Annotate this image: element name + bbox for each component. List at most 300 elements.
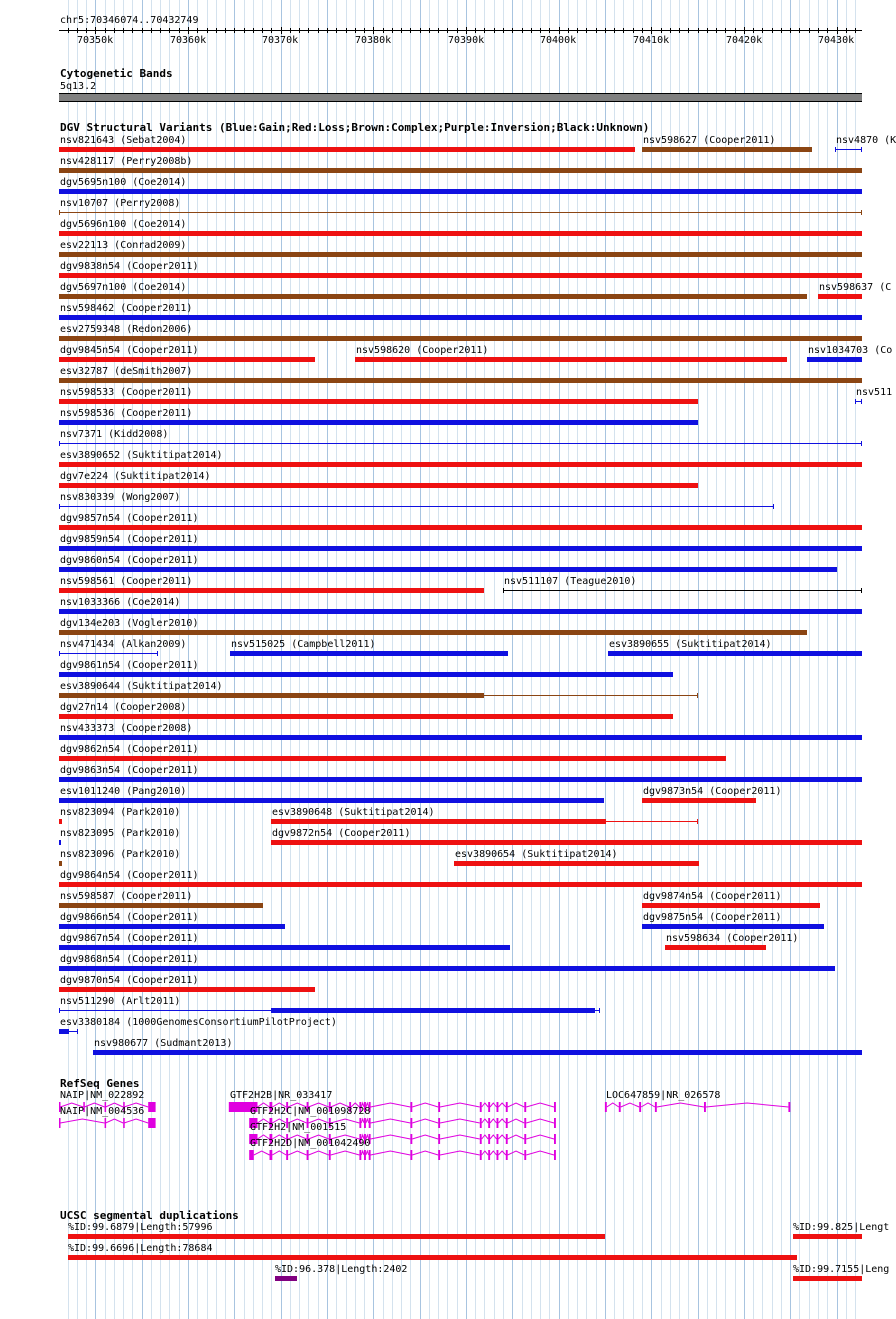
dgv-feature-bar[interactable] (59, 966, 835, 971)
ruler-tick (216, 28, 217, 33)
ruler-tick (781, 28, 782, 33)
dgv-feature-label[interactable]: nsv471434 (Alkan2009) (60, 639, 187, 650)
ruler-label: 70360k (170, 35, 207, 46)
ruler-tick (457, 28, 458, 33)
dgv-feature-bar[interactable] (642, 147, 812, 152)
gene-exon (359, 1118, 361, 1128)
dgv-feature-bar[interactable] (59, 147, 635, 152)
segdup-feature-label[interactable]: %ID:99.6879|Length:57996 (68, 1222, 213, 1233)
dgv-feature-bar[interactable] (59, 882, 862, 887)
ruler-tick (596, 28, 597, 33)
dgv-feature-label[interactable]: dgv9861n54 (Cooper2011) (60, 660, 199, 671)
dgv-feature-cap (697, 819, 698, 824)
ruler-tick (549, 28, 550, 33)
ruler-tick (364, 28, 365, 33)
dgv-feature-bar[interactable] (59, 212, 862, 213)
dgv-feature-bar[interactable] (59, 525, 862, 530)
dgv-feature-cap (861, 147, 862, 152)
dgv-feature-cap (835, 147, 836, 152)
ruler-tick (855, 28, 856, 33)
gene-exon (480, 1150, 482, 1160)
dgv-feature-label[interactable]: nsv10707 (Perry2008) (60, 198, 181, 209)
dgv-feature-label[interactable]: nsv823096 (Park2010) (60, 849, 181, 860)
dgv-feature-label[interactable]: dgv7e224 (Suktitipat2014) (60, 471, 211, 482)
gene-exon (524, 1134, 526, 1144)
dgv-feature-bar[interactable] (59, 861, 62, 866)
segdup-feature-label[interactable]: %ID:99.7155|Leng (793, 1264, 890, 1275)
segdup-feature-label[interactable]: %ID:96.378|Length:2402 (275, 1264, 408, 1275)
dgv-feature-label[interactable]: esv32787 (deSmith2007) (60, 366, 193, 377)
ruler-tick (642, 28, 643, 33)
ruler-tick (651, 27, 652, 34)
ruler-tick (670, 28, 671, 33)
cytoband-track-title[interactable]: Cytogenetic Bands (60, 67, 173, 80)
dgv-feature-bar[interactable] (608, 651, 862, 656)
ruler-tick (568, 28, 569, 33)
refseq-gene-label[interactable]: NAIP|NM_022892 (60, 1090, 145, 1101)
dgv-feature-cap (861, 399, 862, 404)
gene-introns (607, 1103, 789, 1107)
ruler-tick (503, 28, 504, 33)
gene-exon (506, 1150, 508, 1160)
segdup-feature-bar[interactable] (68, 1255, 797, 1260)
ruler-tick (512, 28, 513, 33)
dgv-feature-bar[interactable] (59, 189, 862, 194)
gene-exon (497, 1118, 499, 1128)
dgv-feature-label[interactable]: dgv5696n100 (Coe2014) (60, 219, 187, 230)
segdup-feature-label[interactable]: %ID:99.825|Lengt (793, 1222, 890, 1233)
ruler-tick (244, 28, 245, 33)
dgv-feature-bar[interactable] (59, 945, 510, 950)
gene-exon (704, 1102, 706, 1112)
dgv-feature-label[interactable]: esv3890652 (Suktitipat2014) (60, 450, 223, 461)
gene-exon (480, 1134, 482, 1144)
dgv-feature-bar[interactable] (642, 903, 820, 908)
segdup-feature-bar[interactable] (68, 1234, 605, 1239)
dgv-feature-bar[interactable] (59, 357, 315, 362)
dgv-feature-label[interactable]: nsv7371 (Kidd2008) (60, 429, 169, 440)
ruler-label: 70400k (540, 35, 577, 46)
dgv-feature-label[interactable]: esv3890648 (Suktitipat2014) (272, 807, 435, 818)
ruler-tick (77, 28, 78, 33)
ruler-tick (725, 28, 726, 33)
gene-exon (410, 1150, 412, 1160)
dgv-track-title[interactable]: DGV Structural Variants (Blue:Gain;Red:Loss;Brown:Complex;Purple:Inversion;Black:Unknown) (60, 121, 650, 134)
gene-exon (329, 1150, 331, 1160)
dgv-feature-label[interactable]: nsv823094 (Park2010) (60, 807, 181, 818)
dgv-feature-bar[interactable] (59, 336, 862, 341)
dgv-feature-bar[interactable] (59, 315, 862, 320)
ruler-tick (225, 28, 226, 33)
ruler-tick (410, 28, 411, 33)
ruler-tick (151, 28, 152, 33)
dgv-feature-label[interactable]: dgv9866n54 (Cooper2011) (60, 912, 199, 923)
dgv-feature-bar[interactable] (59, 756, 726, 761)
dgv-feature-bar[interactable] (59, 924, 285, 929)
ruler-tick (68, 28, 69, 33)
dgv-feature-bar[interactable] (835, 149, 862, 150)
ruler-tick (494, 28, 495, 33)
dgv-feature-label[interactable]: dgv9873n54 (Cooper2011) (643, 786, 782, 797)
dgv-feature-bar[interactable] (271, 819, 606, 824)
dgv-feature-cap (59, 441, 60, 446)
dgv-feature-label[interactable]: esv1011240 (Pang2010) (60, 786, 187, 797)
ruler-tick (466, 27, 467, 34)
ruler-tick (253, 28, 254, 33)
ruler-tick (679, 28, 680, 33)
gene-exon (438, 1118, 440, 1128)
ruler-tick (772, 28, 773, 33)
dgv-feature-label[interactable]: nsv830339 (Wong2007) (60, 492, 181, 503)
ruler-tick (383, 28, 384, 33)
gene-exon (359, 1150, 361, 1160)
cytoband-bar[interactable] (59, 93, 862, 102)
ruler-label: 70430k (818, 35, 855, 46)
ruler-tick (299, 28, 300, 33)
dgv-feature-cap (59, 210, 60, 215)
dgv-feature-label[interactable]: nsv598536 (Cooper2011) (60, 408, 193, 419)
ruler-tick (799, 28, 800, 33)
dgv-feature-cap (59, 651, 60, 656)
dgv-feature-cap (59, 1008, 60, 1013)
dgv-feature-bar[interactable] (59, 630, 807, 635)
dgv-feature-cap (599, 1008, 600, 1013)
ruler-tick (522, 28, 523, 33)
dgv-feature-bar[interactable] (59, 506, 774, 507)
ruler-label: 70420k (726, 35, 763, 46)
dgv-feature-label[interactable]: esv3890644 (Suktitipat2014) (60, 681, 223, 692)
dgv-feature-bar[interactable] (59, 546, 862, 551)
dgv-feature-label[interactable]: dgv9862n54 (Cooper2011) (60, 744, 199, 755)
ruler-tick (447, 28, 448, 33)
dgv-feature-label[interactable]: esv3890654 (Suktitipat2014) (455, 849, 618, 860)
dgv-feature-bar[interactable] (271, 840, 862, 845)
ruler-tick (827, 28, 828, 33)
dgv-feature-label[interactable]: dgv9874n54 (Cooper2011) (643, 891, 782, 902)
dgv-feature-label[interactable]: nsv598587 (Cooper2011) (60, 891, 193, 902)
dgv-feature-cap (59, 1029, 60, 1034)
ruler-tick (661, 28, 662, 33)
dgv-feature-label[interactable]: dgv9875n54 (Cooper2011) (643, 912, 782, 923)
dgv-feature-bar[interactable] (59, 903, 263, 908)
dgv-feature-cap (77, 1029, 78, 1034)
ruler-tick (735, 28, 736, 33)
ruler-tick (744, 27, 745, 34)
ruler-tick (290, 28, 291, 33)
gene-exon (364, 1150, 366, 1160)
dgv-feature-bar[interactable] (59, 168, 862, 173)
dgv-feature-bar[interactable] (59, 714, 673, 719)
dgv-feature-label[interactable]: dgv5695n100 (Coe2014) (60, 177, 187, 188)
dgv-feature-label[interactable]: nsv433373 (Cooper2008) (60, 723, 193, 734)
dgv-feature-label[interactable]: nsv511 (856, 387, 893, 398)
gene-exon (506, 1134, 508, 1144)
gene-exon (249, 1150, 254, 1160)
refseq-track-title[interactable]: RefSeq Genes (60, 1077, 140, 1090)
dgv-feature-bar[interactable] (59, 798, 604, 803)
dgv-feature-bar[interactable] (59, 840, 61, 845)
ruler-tick (531, 28, 532, 33)
ruler-tick (95, 27, 96, 34)
ruler-tick (809, 28, 810, 33)
gene-exon (270, 1150, 273, 1160)
gene-exon (438, 1150, 440, 1160)
dgv-feature-label[interactable]: dgv9870n54 (Cooper2011) (60, 975, 199, 986)
ruler-tick (837, 27, 838, 34)
ruler-label: 70410k (633, 35, 670, 46)
dgv-feature-label[interactable]: nsv511107 (Teague2010) (504, 576, 637, 587)
ruler-tick (484, 28, 485, 33)
ruler-tick (716, 28, 717, 33)
refseq-gene-label[interactable]: GTF2H2D|NM_001042490 (250, 1138, 371, 1149)
dgv-feature-bar[interactable] (59, 294, 807, 299)
dgv-feature-label[interactable]: nsv1034703 (Co (808, 345, 893, 356)
cytoband-label: 5q13.2 (60, 81, 97, 92)
refseq-gene-model[interactable] (0, 1148, 890, 1162)
ruler-label: 70380k (355, 35, 392, 46)
dgv-feature-bar[interactable] (59, 588, 484, 593)
gene-exon (619, 1102, 621, 1112)
gene-exon (410, 1118, 412, 1128)
segdup-feature-label[interactable]: %ID:99.6696|Length:78684 (68, 1243, 213, 1254)
dgv-feature-cap (59, 693, 60, 698)
gene-exon (524, 1118, 526, 1128)
dgv-feature-label[interactable]: nsv823095 (Park2010) (60, 828, 181, 839)
ruler-tick (142, 28, 143, 33)
dgv-feature-cap (271, 819, 272, 824)
dgv-feature-bar[interactable] (503, 590, 862, 591)
ruler-tick (790, 28, 791, 33)
gene-exon (639, 1102, 641, 1112)
dgv-feature-label[interactable]: nsv598627 (Cooper2011) (643, 135, 776, 146)
gene-exon (497, 1134, 499, 1144)
dgv-feature-cap (861, 441, 862, 446)
dgv-feature-bar[interactable] (59, 399, 698, 404)
dgv-feature-label[interactable]: nsv598533 (Cooper2011) (60, 387, 193, 398)
gene-introns (254, 1151, 554, 1155)
ruler-tick (105, 28, 106, 33)
ruler-tick (234, 28, 235, 33)
ruler-tick (633, 28, 634, 33)
gene-exon (506, 1118, 508, 1128)
gene-exon (605, 1102, 607, 1112)
segdup-track-title[interactable]: UCSC segmental duplications (60, 1209, 239, 1222)
ruler-tick (308, 28, 309, 33)
ruler-tick (336, 28, 337, 33)
dgv-feature-bar[interactable] (59, 252, 862, 257)
dgv-feature-bar[interactable] (59, 483, 698, 488)
ruler-tick (438, 28, 439, 33)
ruler-tick (169, 28, 170, 33)
refseq-gene-model[interactable] (0, 1116, 890, 1130)
dgv-feature-cap (59, 504, 60, 509)
ruler-tick (123, 28, 124, 33)
dgv-feature-cap (861, 588, 862, 593)
ruler-tick (132, 28, 133, 33)
dgv-feature-bar[interactable] (59, 777, 862, 782)
dgv-feature-bar[interactable] (59, 609, 862, 614)
segdup-feature-bar[interactable] (275, 1276, 297, 1281)
dgv-feature-bar[interactable] (59, 672, 673, 677)
dgv-feature-label[interactable]: nsv598634 (Cooper2011) (666, 933, 799, 944)
refseq-gene-model[interactable] (0, 1132, 890, 1146)
dgv-feature-bar[interactable] (642, 798, 756, 803)
dgv-feature-cap (697, 693, 698, 698)
dgv-feature-bar[interactable] (59, 987, 315, 992)
dgv-feature-cap (773, 504, 774, 509)
dgv-feature-label[interactable]: nsv515025 (Campbell2011) (231, 639, 376, 650)
ruler-tick (559, 27, 560, 34)
refseq-gene-label[interactable]: GTF2H2C|NM_001098728 (250, 1106, 371, 1117)
dgv-feature-label[interactable]: esv3890655 (Suktitipat2014) (609, 639, 772, 650)
ruler-tick (114, 28, 115, 33)
dgv-feature-label[interactable]: dgv27n14 (Cooper2008) (60, 702, 187, 713)
gene-exon (364, 1118, 366, 1128)
ruler-tick (355, 28, 356, 33)
dgv-feature-label[interactable]: dgv5697n100 (Coe2014) (60, 282, 187, 293)
ruler-tick (540, 28, 541, 33)
dgv-feature-bar[interactable] (59, 462, 862, 467)
refseq-gene-label[interactable]: LOC647859|NR_026578 (606, 1090, 721, 1101)
dgv-feature-bar[interactable] (818, 294, 862, 299)
gene-exon (410, 1134, 412, 1144)
dgv-feature-bar[interactable] (59, 735, 862, 740)
ruler-tick (392, 28, 393, 33)
dgv-feature-label[interactable]: dgv9863n54 (Cooper2011) (60, 765, 199, 776)
dgv-feature-bar[interactable] (230, 651, 508, 656)
dgv-feature-label[interactable]: nsv598462 (Cooper2011) (60, 303, 193, 314)
refseq-gene-label[interactable]: GTF2H2B|NR_033417 (230, 1090, 333, 1101)
gene-exon (286, 1150, 288, 1160)
ruler-tick (623, 28, 624, 33)
gene-exon (524, 1150, 526, 1160)
dgv-feature-label[interactable]: dgv9859n54 (Cooper2011) (60, 534, 199, 545)
ruler-tick (373, 27, 374, 34)
ruler-tick (271, 28, 272, 33)
ruler-tick (429, 28, 430, 33)
gene-exon (788, 1102, 790, 1112)
gene-exon (488, 1134, 490, 1144)
dgv-feature-label[interactable]: dgv9838n54 (Cooper2011) (60, 261, 199, 272)
dgv-feature-bar[interactable] (59, 567, 837, 572)
ruler-tick (188, 27, 189, 34)
dgv-feature-label[interactable]: dgv9872n54 (Cooper2011) (272, 828, 411, 839)
ruler-tick (179, 28, 180, 33)
dgv-feature-label[interactable]: nsv4870 (K (836, 135, 896, 146)
dgv-feature-label[interactable]: dgv9845n54 (Cooper2011) (60, 345, 199, 356)
dgv-feature-bar[interactable] (454, 861, 699, 866)
dgv-feature-label[interactable]: nsv598620 (Cooper2011) (356, 345, 489, 356)
ruler-tick (707, 28, 708, 33)
ruler-tick (262, 28, 263, 33)
dgv-feature-label[interactable]: nsv821643 (Sebat2004) (60, 135, 187, 146)
dgv-feature-bar[interactable] (59, 378, 862, 383)
ruler-label: 70350k (77, 35, 114, 46)
dgv-feature-label[interactable]: dgv9868n54 (Cooper2011) (60, 954, 199, 965)
dgv-feature-label[interactable]: nsv511290 (Arlt2011) (60, 996, 181, 1007)
ruler-label: 70370k (262, 35, 299, 46)
ruler-tick (762, 28, 763, 33)
dgv-feature-bar[interactable] (59, 273, 862, 278)
gene-exon (554, 1150, 556, 1160)
gene-exon (488, 1118, 490, 1128)
dgv-feature-cap (157, 651, 158, 656)
dgv-feature-bar[interactable] (93, 1050, 862, 1055)
ruler-tick (586, 28, 587, 33)
dgv-feature-label[interactable]: esv2759348 (Redon2006) (60, 324, 193, 335)
gene-exon (488, 1150, 490, 1160)
dgv-feature-bar[interactable] (665, 945, 766, 950)
refseq-gene-label[interactable]: GTF2H2|NM_001515 (250, 1122, 347, 1133)
dgv-feature-label[interactable]: dgv134e203 (Vogler2010) (60, 618, 199, 629)
ruler-tick (318, 28, 319, 33)
dgv-feature-bar[interactable] (59, 1029, 69, 1034)
gene-exon (480, 1118, 482, 1128)
dgv-feature-label[interactable]: dgv9864n54 (Cooper2011) (60, 870, 199, 881)
gene-exon (554, 1118, 556, 1128)
dgv-feature-bar[interactable] (642, 924, 824, 929)
dgv-feature-bar[interactable] (807, 357, 862, 362)
dgv-feature-label[interactable]: dgv9860n54 (Cooper2011) (60, 555, 199, 566)
ruler-tick (207, 28, 208, 33)
dgv-feature-label[interactable]: nsv428117 (Perry2008b) (60, 156, 193, 167)
dgv-feature-bar[interactable] (59, 693, 484, 698)
ruler-tick (281, 27, 282, 34)
ruler-tick (577, 28, 578, 33)
gene-exon (307, 1150, 309, 1160)
dgv-feature-cap (855, 399, 856, 404)
gene-exon (655, 1102, 657, 1112)
dgv-feature-label[interactable]: nsv598637 (C (819, 282, 892, 293)
ruler-tick (605, 28, 606, 33)
dgv-feature-bar[interactable] (59, 819, 62, 824)
dgv-feature-label[interactable]: esv3380184 (1000GenomesConsortiumPilotProject) (60, 1017, 337, 1028)
dgv-feature-bar[interactable] (59, 443, 862, 444)
gene-exon (438, 1134, 440, 1144)
dgv-feature-cap (503, 588, 504, 593)
dgv-feature-label[interactable]: dgv9857n54 (Cooper2011) (60, 513, 199, 524)
dgv-feature-bar[interactable] (271, 1008, 595, 1013)
ruler-tick (614, 28, 615, 33)
gene-exon (497, 1150, 499, 1160)
segdup-feature-bar[interactable] (793, 1276, 862, 1281)
ruler-tick (698, 28, 699, 33)
segdup-feature-bar[interactable] (793, 1234, 862, 1239)
dgv-feature-bar[interactable] (355, 357, 787, 362)
gene-exon (369, 1118, 371, 1128)
ruler-tick (420, 28, 421, 33)
dgv-feature-label[interactable]: esv22113 (Conrad2009) (60, 240, 187, 251)
dgv-feature-bar[interactable] (59, 653, 158, 654)
ruler-tick (197, 28, 198, 33)
dgv-feature-bar[interactable] (59, 420, 698, 425)
ruler-tick (753, 28, 754, 33)
dgv-feature-label[interactable]: nsv598561 (Cooper2011) (60, 576, 193, 587)
ruler-tick (475, 28, 476, 33)
ruler-tick (688, 28, 689, 33)
position-label: chr5:70346074..70432749 (60, 15, 199, 26)
dgv-feature-bar[interactable] (59, 231, 862, 236)
dgv-feature-label[interactable]: dgv9867n54 (Cooper2011) (60, 933, 199, 944)
ruler-tick (327, 28, 328, 33)
dgv-feature-label[interactable]: nsv980677 (Sudmant2013) (94, 1038, 233, 1049)
gene-exon (369, 1150, 371, 1160)
gene-exon (554, 1134, 556, 1144)
ruler-label: 70390k (448, 35, 485, 46)
dgv-feature-label[interactable]: nsv1033366 (Coe2014) (60, 597, 181, 608)
ruler-tick (160, 28, 161, 33)
refseq-gene-label[interactable]: NAIP|NM_004536 (60, 1106, 145, 1117)
